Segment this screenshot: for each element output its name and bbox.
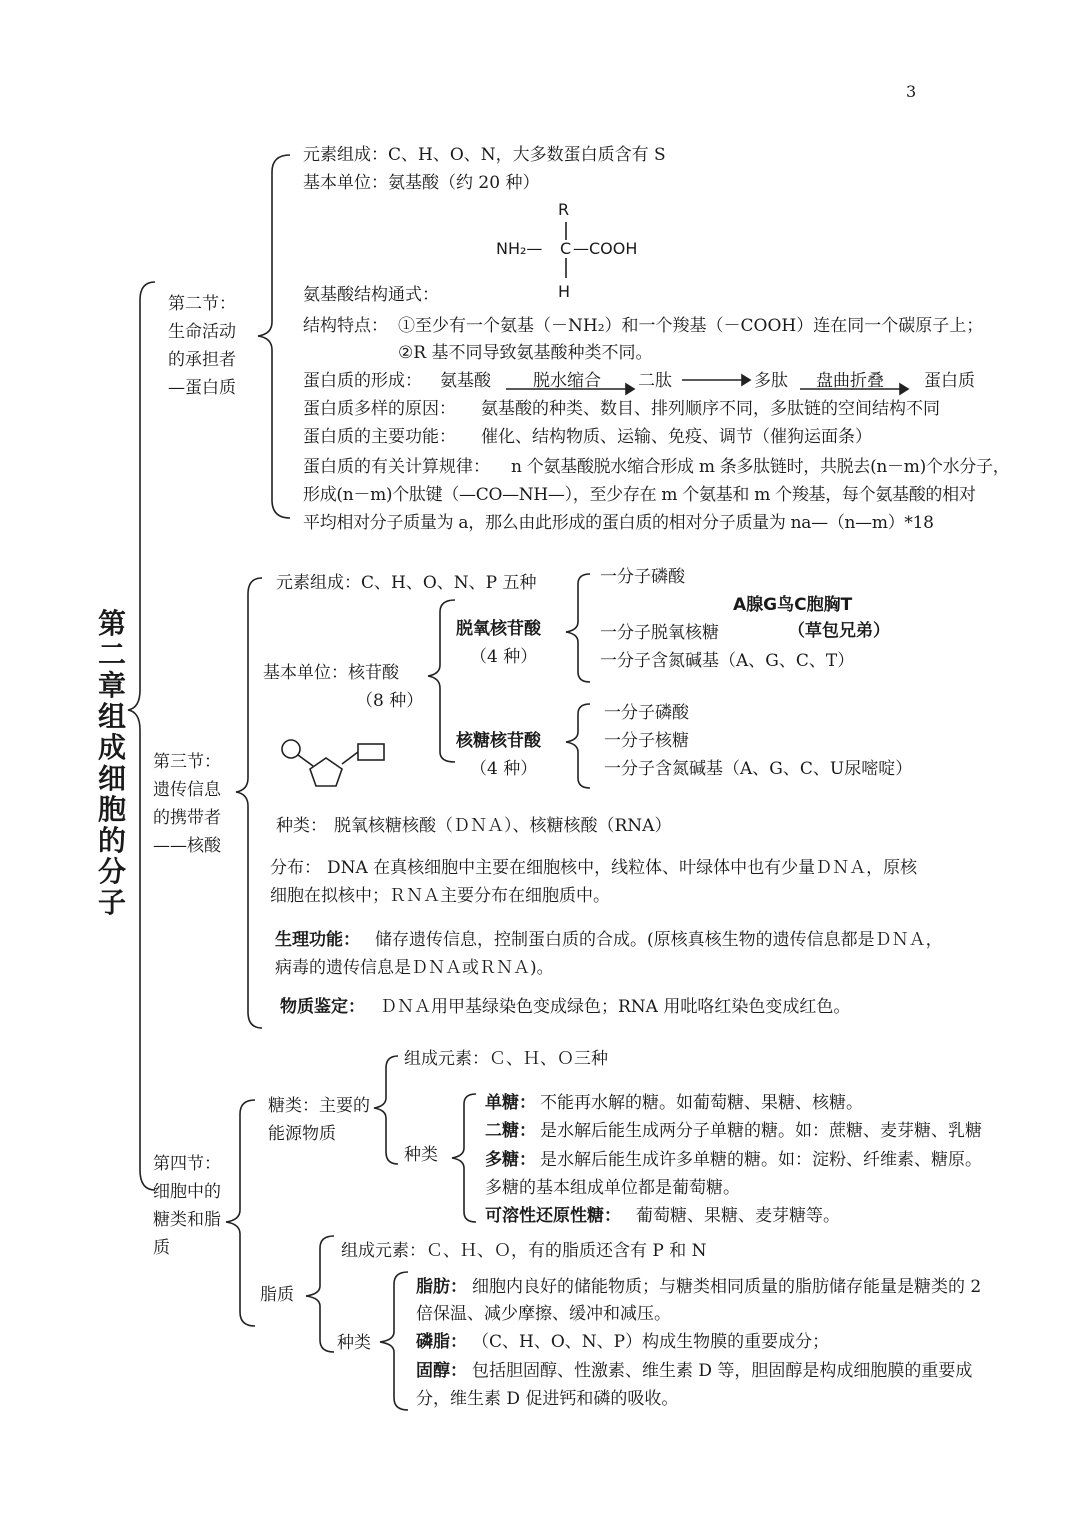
section3-brace: [236, 578, 262, 1028]
dist-label: 分布：: [270, 858, 321, 878]
mono-label: 单糖：: [485, 1093, 536, 1113]
di-label: 二糖：: [485, 1121, 536, 1141]
nucleotide-brace: [428, 600, 455, 762]
diversity-text: 氨基酸的种类、数目、排列顺序不同，多肽链的空间结构不同: [481, 399, 940, 419]
calc-line1: n 个氨基酸脱水缩合形成 m 条多肽链时，共脱去(n－m)个水分子，: [511, 457, 1010, 477]
nucleic-elements: 元素组成：C、H、O、N、P 五种: [276, 573, 537, 593]
mnemonic-line2: （草包兄弟）: [788, 621, 890, 641]
calc-line3: 平均相对分子质量为 a，那么由此形成的蛋白质的相对分子质量为 na—（n—m）*18: [303, 513, 934, 533]
poly-label: 多糖：: [485, 1150, 536, 1170]
sugar-pentagon: [310, 758, 342, 786]
formula-r: R: [558, 200, 570, 219]
sterol-line2: 分，维生素 D 促进钙和磷的吸收。: [416, 1389, 679, 1409]
calc-line2: 形成(n－m)个肽键（—CO—NH—），至少存在 m 个氨基和 m 个羧基，每个氨基酸的相对: [303, 485, 976, 505]
nucleotide-unit: 基本单位：核苷酸: [263, 663, 399, 683]
section3-title: 第三节：遗传信息的携带者——核酸: [153, 752, 221, 856]
ribo-part-1: 一分子磷酸: [604, 703, 689, 723]
protein-elements: 元素组成：C、H、O、N，大多数蛋白质含有 S: [303, 145, 666, 165]
lipid-elements: 组成元素：Ｃ、Ｈ、Ｏ，有的脂质还含有 P 和 N: [341, 1241, 707, 1261]
base-rectangle: [358, 744, 384, 760]
ribo-part-2: 一分子核糖: [604, 731, 689, 751]
deoxy-brace: [566, 574, 590, 682]
dist-line2: 细胞在拟核中；ＲＮＡ主要分布在细胞质中。: [270, 886, 610, 906]
ident-text: ＤＮＡ用甲基绿染色变成绿色；RNA 用吡咯红染色变成红色。: [380, 997, 851, 1017]
ident-label: 物质鉴定：: [280, 997, 365, 1017]
fat-label: 脂肪：: [416, 1277, 467, 1297]
feature-2: ②R 基不同导致氨基酸种类不同。: [398, 343, 653, 363]
sterol-label: 固醇：: [416, 1361, 467, 1381]
feature-label: 结构特点：: [303, 316, 388, 336]
sugar-types-brace: [452, 1094, 476, 1222]
section2-title: 第二节：生命活动的承担者—蛋白质: [168, 294, 236, 398]
sugar-title: 糖类：主要的能源物质: [268, 1096, 370, 1144]
formation-step3: 多肽: [754, 371, 788, 391]
sugar-types-label: 种类: [404, 1145, 438, 1165]
section4-title: 第四节：细胞中的糖类和脂质: [153, 1154, 221, 1258]
function-label: 蛋白质的主要功能：: [303, 427, 456, 447]
formation-arrow1-label: 脱水缩合: [533, 371, 601, 391]
chapter-brace: [128, 282, 155, 1190]
di-text: 是水解后能生成两分子单糖的糖。如：蔗糖、麦芽糖、乳糖: [540, 1121, 982, 1141]
phospho-text: （C、H、O、N、P）构成生物膜的重要成分；: [472, 1332, 830, 1352]
function-text: 催化、结构物质、运输、免疫、调节（催狗运面条）: [481, 427, 872, 447]
section4-brace: [226, 1100, 255, 1326]
calc-label: 蛋白质的有关计算规律：: [303, 457, 490, 477]
fat-line1: 细胞内良好的储能物质；与糖类相同质量的脂肪储存能量是糖类的 2: [472, 1277, 982, 1297]
section2-brace: [258, 155, 290, 518]
formation-step1: 氨基酸: [440, 371, 491, 391]
page-number: 3: [906, 82, 917, 101]
formula-left: NH₂—: [496, 239, 543, 258]
types-label: 种类：: [276, 816, 327, 836]
formation-step2: 二肽: [638, 371, 672, 391]
dist-line1: DNA 在真核细胞中主要在细胞核中，线粒体、叶绿体中也有少量ＤＮＡ，原核: [327, 858, 918, 878]
formula-center: C: [560, 239, 572, 258]
mono-text: 不能再水解的糖。如葡萄糖、果糖、核糖。: [540, 1093, 863, 1113]
formation-step4: 蛋白质: [924, 371, 975, 391]
formula-label: 氨基酸结构通式：: [303, 285, 439, 305]
poly-unit: 多糖的基本组成单位都是葡萄糖。: [485, 1178, 740, 1198]
phys-line1: 储存遗传信息，控制蛋白质的合成。(原核真核生物的遗传信息都是ＤＮＡ，: [375, 930, 943, 950]
ribo-name: 核糖核苷酸: [456, 731, 541, 751]
nucleotide-count: （8 种）: [356, 691, 424, 711]
fat-line2: 倍保温、减少摩擦、缓冲和减压。: [416, 1304, 671, 1324]
formation-arrow3-label: 盘曲折叠: [816, 371, 884, 391]
lipid-types-label: 种类: [337, 1333, 371, 1353]
phospho-label: 磷脂：: [416, 1332, 467, 1352]
poly-text: 是水解后能生成许多单糖的糖。如：淀粉、纤维素、糖原。: [540, 1150, 982, 1170]
sugar-elements: 组成元素：Ｃ、Ｈ、Ｏ三种: [404, 1049, 608, 1069]
ribo-brace: [566, 704, 590, 788]
phys-line2: 病毒的遗传信息是ＤＮＡ或ＲＮＡ)。: [275, 958, 554, 978]
phys-label: 生理功能：: [275, 930, 360, 950]
reducing-text: 葡萄糖、果糖、麦芽糖等。: [636, 1206, 840, 1226]
protein-unit: 基本单位：氨基酸（约 20 种）: [303, 173, 540, 193]
reducing-label: 可溶性还原性糖：: [485, 1206, 621, 1226]
formula-right: —COOH: [573, 239, 638, 258]
ribo-count: （4 种）: [470, 759, 538, 779]
deoxy-name: 脱氧核苷酸: [456, 619, 541, 639]
lipid-title: 脂质: [260, 1285, 294, 1305]
deoxy-part-3: 一分子含氮碱基（A、G、C、T）: [600, 651, 855, 671]
diversity-label: 蛋白质多样的原因：: [303, 399, 456, 419]
chapter-title: 第二章 组成细胞的分子: [97, 607, 126, 919]
mnemonic-line1: A腺G鸟C胞胸T: [733, 595, 853, 615]
phosphate-circle: [282, 740, 300, 758]
lipid-brace: [306, 1236, 334, 1352]
formation-label: 蛋白质的形成：: [303, 371, 422, 391]
deoxy-part-1: 一分子磷酸: [600, 567, 685, 587]
lipid-types-brace: [380, 1272, 408, 1410]
types-text: 脱氧核糖核酸（ＤＮＡ）、核糖核酸（RNA）: [334, 816, 672, 836]
sterol-line1: 包括胆固醇、性激素、维生素 D 等，胆固醇是构成细胞膜的重要成: [472, 1361, 973, 1381]
deoxy-count: （4 种）: [470, 647, 538, 667]
deoxy-part-2: 一分子脱氧核糖: [600, 623, 719, 643]
formula-h: H: [558, 282, 571, 301]
ribo-part-3: 一分子含氮碱基（A、G、C、U尿嘧啶）: [604, 759, 913, 779]
feature-1: ①至少有一个氨基（－NH₂）和一个羧基（－COOH）连在同一个碳原子上；: [398, 316, 984, 336]
